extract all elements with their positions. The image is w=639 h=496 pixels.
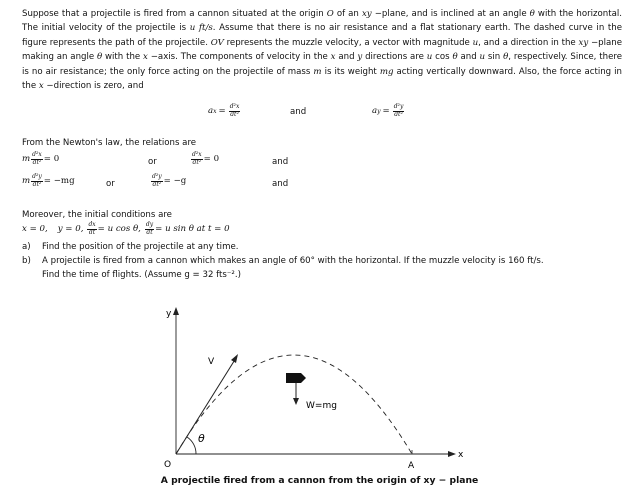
question-b: b) A projectile is fired from a cannon which makes an angle of 60° with the horizontal. If the muzzle velocity is 160 ft/s.	[22, 256, 544, 266]
paragraph-text: directions are	[362, 52, 427, 63]
paragraph-text: acting vertically downward. Also, the force acting in the	[22, 66, 622, 92]
ax-definition: a x = $\frac{\text{d²x}}{\text{dt²}}$	[208, 103, 240, 118]
newton-eq-x-lhs: m $\frac{\text{d²x}}{\text{dt²}}$ = 0	[22, 151, 60, 166]
paragraph-text: and	[457, 52, 480, 63]
math-term: u ft/s	[189, 23, 213, 34]
y-axis-arrow-icon	[173, 307, 179, 315]
math-term: xy	[578, 37, 589, 48]
newton-eq-x-rhs: $\frac{\text{d²x}}{\text{dt²}}$ = 0	[192, 151, 220, 166]
paragraph-text: −plane making an angle	[22, 37, 622, 63]
projectile-figure	[0, 290, 639, 490]
paragraph-text: with the horizontal. The initial velocity of the projectile is	[22, 9, 622, 34]
math-term: OV	[210, 37, 224, 48]
math-term: y	[357, 52, 363, 63]
velocity-vector	[176, 358, 236, 454]
math-term: u	[479, 52, 486, 63]
newton-eq-y-and: and	[272, 179, 289, 189]
ay-fraction: $\frac{\text{d²y}}{\text{dt²}}$	[393, 103, 404, 118]
velocity-arrow-icon	[231, 354, 238, 363]
newton-eq-x-and: and	[272, 157, 289, 167]
math-term: O	[326, 9, 334, 19]
origin-label: O	[164, 460, 172, 470]
math-term: xy	[361, 9, 372, 19]
projectile-icon	[286, 373, 306, 383]
ay-definition: a y = $\frac{\text{d²y}}{\text{dt²}}$	[372, 103, 404, 118]
newton-eq-y-lhs: m $\frac{\text{d²y}}{\text{dt²}}$ = −mg	[22, 173, 75, 188]
initial-intro: Moreover, the initial conditions are	[22, 210, 172, 220]
x-axis-arrow-icon	[448, 451, 456, 457]
paragraph-text: , and a direction in the	[478, 37, 579, 48]
trajectory-path	[176, 355, 412, 454]
question-a: a) Find the position of the projectile at any time.	[22, 242, 239, 252]
paragraph-text: of an	[333, 9, 362, 19]
landing-label: A	[408, 461, 415, 471]
y-axis-label: y	[166, 309, 172, 319]
paragraph-text: represents the muzzle velocity, a vector with magnitude	[223, 37, 473, 48]
math-term: u	[472, 37, 479, 48]
newton-intro: From the Newton's law, the relations are	[22, 138, 197, 148]
paragraph-text: with the	[102, 52, 144, 63]
paragraph-text: −plane, and is inclined at an angle	[371, 9, 530, 19]
newton-eq-y-rhs: $\frac{\text{d²y}}{\text{dt²}}$ = −g	[152, 173, 187, 188]
x-axis-label: x	[458, 450, 464, 460]
math-term: θ	[452, 52, 458, 63]
paragraph-text: , respectively. Since, there is no air resistance; the only force acting on the projectile of mass	[22, 52, 622, 77]
paragraph-text: cos	[432, 52, 453, 63]
weight-arrow-icon	[293, 398, 299, 405]
paragraph-text: −axis. The components of velocity in the	[147, 52, 331, 63]
paragraph-text: is its weight	[321, 66, 380, 77]
newton-eq-x-or: or	[148, 157, 157, 167]
math-term: x	[38, 81, 44, 92]
math-term: θ	[503, 52, 509, 63]
question-b-continued: Find the time of flights. (Assume g = 32 fts⁻².)	[42, 270, 241, 280]
paragraph-text: . Assume that there is no air resistance and a flat stationary earth. The dashed curve in the figure represents the path of the projectile.	[22, 23, 622, 48]
paragraph-text: −direction is zero, and	[43, 81, 144, 92]
velocity-label: V	[208, 357, 215, 367]
angle-arc	[187, 437, 196, 454]
accel-and-text: and	[290, 107, 307, 117]
math-term: x	[330, 52, 336, 63]
math-term: m	[313, 66, 322, 77]
paragraph-text: sin	[485, 52, 504, 63]
paragraph-text: Suppose that a projectile is fired from a cannon situated at the origin	[22, 9, 327, 19]
math-term: mg	[379, 66, 394, 77]
math-term: u	[426, 52, 433, 63]
initial-conditions: x = 0, y = 0, $\frac{dx}{dt}$ = u cos θ, $\frac{dy}{dt}$ = u sin θ at t = 0	[22, 221, 230, 236]
newton-eq-y-or: or	[106, 179, 115, 189]
math-term: θ	[96, 52, 103, 63]
problem-paragraph	[22, 7, 622, 93]
math-term: x	[143, 52, 148, 63]
paragraph-text: and	[335, 52, 358, 63]
ax-fraction: $\frac{\text{d²x}}{\text{dt²}}$	[229, 103, 240, 118]
theta-label: θ	[198, 432, 205, 445]
weight-label: W=mg	[306, 401, 337, 411]
figure-caption: A projectile fired from a cannon from the origin of xy − plane	[160, 475, 479, 486]
math-term: θ	[529, 9, 535, 19]
